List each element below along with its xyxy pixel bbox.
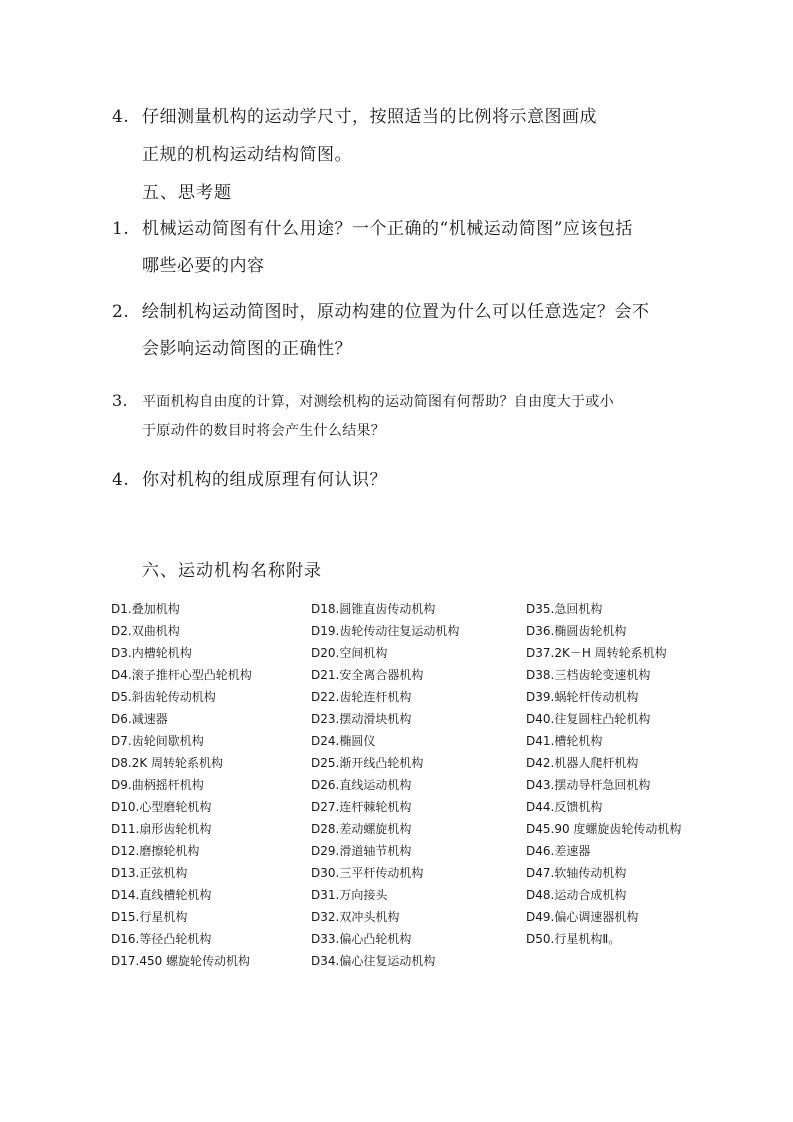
appendix-entry: D4.滚子推杆心型凸轮机构 [111,668,252,682]
question-2-text-1: 绘制机构运动简图时，原动构建的位置为什么可以任意选定？会不 [142,302,650,322]
appendix-entry: D48.运动合成机构 [526,888,627,902]
appendix-entry: D19.齿轮传动往复运动机构 [311,624,460,638]
appendix-entry: D7.齿轮间歇机构 [111,734,204,748]
appendix-entry: D43.摆动导杆急回机构 [526,778,651,792]
appendix-entry: D9.曲柄摇杆机构 [111,778,204,792]
appendix-entry: D20.空间机构 [311,646,388,660]
question-1-line-1 [112,218,633,240]
appendix-entry: D5.斜齿轮传动机构 [111,690,216,704]
question-1-text-1: 机械运动简图有什么用途？一个正确的“机械运动简图”应该包括 [142,219,633,239]
appendix-entry: D45.90 度螺旋齿轮传动机构 [526,822,682,836]
appendix-entry: D3.内槽轮机构 [111,646,192,660]
question-4-text-1: 你对机构的组成原理有何认识？ [142,470,387,490]
appendix-entry: D8.2K 周转轮系机构 [111,756,224,770]
appendix-entry: D14.直线槽轮机构 [111,888,212,902]
appendix-entry: D24.椭圆仪 [311,734,376,748]
appendix-entry: D26.直线运动机构 [311,778,412,792]
appendix-entry: D29.滑道轴节机构 [311,844,412,858]
appendix-entry: D21.安全离合器机构 [311,668,424,682]
appendix-entry: D50.行星机构Ⅱ。 [526,932,621,946]
step-4-line-1 [112,106,597,128]
appendix-entry: D36.椭圆齿轮机构 [526,624,627,638]
appendix-entry: D25.渐开线凸轮机构 [311,756,424,770]
question-1-number: 1. [112,219,130,239]
appendix-entry: D1.叠加机构 [111,602,180,616]
step-4-number: 4. [112,107,130,127]
appendix-entry: D28.差动螺旋机构 [311,822,412,836]
step-4-line-2: 正规的机构运动结构简图。 [142,145,352,165]
appendix-entry: D18.圆锥直齿传动机构 [311,602,436,616]
appendix-entry: D12.磨擦轮机构 [111,844,200,858]
step-4-text-1: 仔细测量机构的运动学尺寸，按照适当的比例将示意图画成 [142,107,597,127]
appendix-entry: D13.正弦机构 [111,866,188,880]
question-4-number: 4. [112,470,130,490]
appendix-entry: D27.连杆棘轮机构 [311,800,412,814]
appendix-entry: D37.2K－H 周转轮系机构 [526,646,667,660]
appendix-entry: D41.槽轮机构 [526,734,603,748]
question-4-line-1 [112,469,387,491]
appendix-entry: D33.偏心凸轮机构 [311,932,412,946]
appendix-entry: D44.反馈机构 [526,800,603,814]
section-5-title: 五、思考题 [142,183,232,203]
appendix-entry: D32.双冲头机构 [311,910,400,924]
appendix-entry: D46.差速器 [526,844,591,858]
appendix-entry: D39.蜗轮杆传动机构 [526,690,639,704]
appendix-entry: D47.软轴传动机构 [526,866,627,880]
section-6-title: 六、运动机构名称附录 [142,561,322,581]
appendix-entry: D42.机器人爬杆机构 [526,756,639,770]
question-3-line-1 [112,391,614,412]
appendix-entry: D31.万向接头 [311,888,388,902]
appendix-entry: D40.往复圆柱凸轮机构 [526,712,651,726]
appendix-entry: D34.偏心往复运动机构 [311,954,436,968]
appendix-entry: D6.减速器 [111,712,168,726]
question-1-line-2: 哪些必要的内容 [142,256,265,276]
appendix-entry: D49.偏心调速器机构 [526,910,639,924]
appendix-entry: D16.等径凸轮机构 [111,932,212,946]
appendix-entry: D23.摆动滑块机构 [311,712,412,726]
question-3-line-2: 于原动件的数目时将会产生什么结果？ [142,423,386,439]
appendix-entry: D17.450 螺旋轮传动机构 [111,954,251,968]
appendix-entry: D30.三平杆传动机构 [311,866,424,880]
appendix-entry: D15.行星机构 [111,910,188,924]
appendix-entry: D38.三档齿轮变速机构 [526,668,651,682]
appendix-entry: D22.齿轮连杆机构 [311,690,412,704]
question-2-line-2: 会影响运动简图的正确性？ [142,339,352,359]
appendix-entry: D2.双曲机构 [111,624,180,638]
question-3-number: 3. [112,391,128,410]
question-2-line-1 [112,301,650,323]
appendix-entry: D35.急回机构 [526,602,603,616]
appendix-entry: D10.心型磨轮机构 [111,800,212,814]
appendix-column-2 [311,598,459,972]
appendix-entry: D11.扇形齿轮机构 [111,822,212,836]
appendix-column-1 [111,598,252,972]
question-3-text-1: 平面机构自由度的计算，对测绘机构的运动简图有何帮助？自由度大于或小 [142,394,614,410]
appendix-column-3 [526,598,681,950]
question-2-number: 2. [112,302,130,322]
